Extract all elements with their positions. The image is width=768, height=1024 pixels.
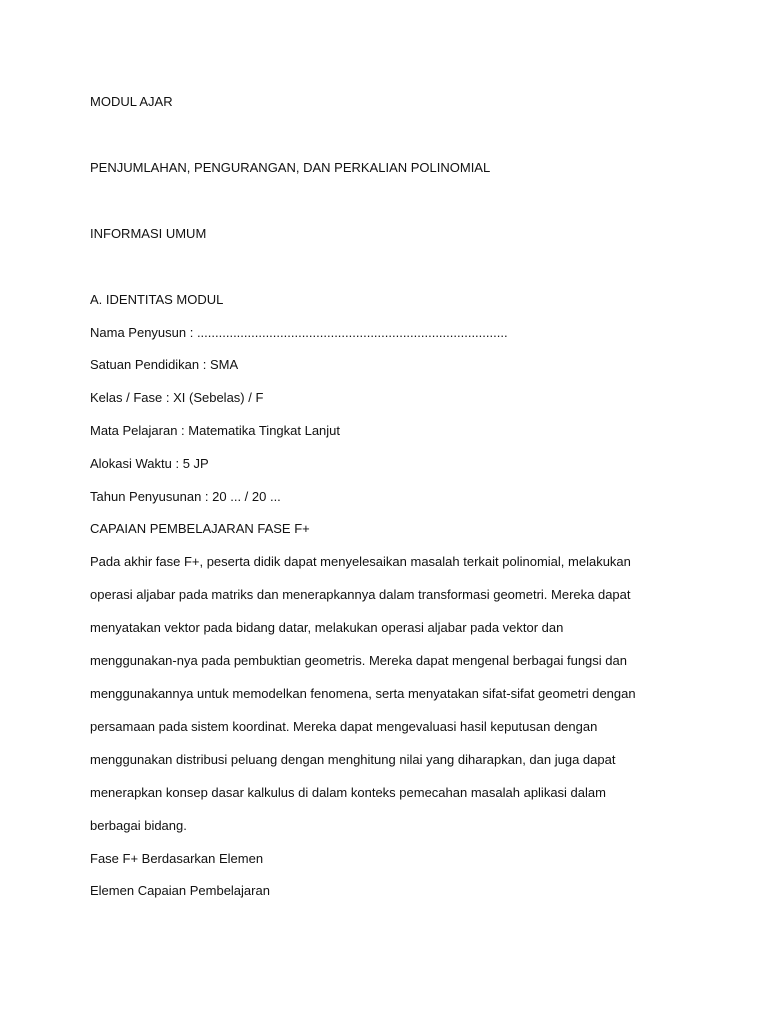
author-line: Nama Penyusun : ......................................................................................	[90, 325, 508, 340]
school-line: Satuan Pendidikan : SMA	[90, 357, 239, 372]
elements-table-header: Elemen Capaian Pembelajaran	[90, 883, 270, 898]
achievement-paragraph-line: menggunakannya untuk memodelkan fenomena, serta menyatakan sifat-sifat geometri dengan	[90, 686, 636, 701]
achievement-paragraph-line: Pada akhir fase F+, peserta didik dapat menyelesaikan masalah terkait polinomial, melakukan	[90, 554, 631, 569]
achievement-heading: CAPAIAN PEMBELAJARAN FASE F+	[90, 521, 310, 536]
module-title: MODUL AJAR	[90, 94, 173, 109]
achievement-paragraph-line: menerapkan konsep dasar kalkulus di dalam konteks pemecahan masalah aplikasi dalam	[90, 785, 606, 800]
year-line: Tahun Penyusunan : 20 ... / 20 ...	[90, 489, 281, 504]
identity-heading: A. IDENTITAS MODUL	[90, 292, 224, 307]
elements-heading: Fase F+ Berdasarkan Elemen	[90, 851, 264, 866]
grade-line: Kelas / Fase : XI (Sebelas) / F	[90, 390, 264, 405]
module-topic: PENJUMLAHAN, PENGURANGAN, DAN PERKALIAN POLINOMIAL	[90, 160, 491, 175]
achievement-paragraph-line: operasi aljabar pada matriks dan menerapkannya dalam transformasi geometri. Mereka dapat	[90, 587, 631, 602]
achievement-paragraph-line: menggunakan-nya pada pembuktian geometris. Mereka dapat mengenal berbagai fungsi dan	[90, 653, 627, 668]
achievement-paragraph-line: persamaan pada sistem koordinat. Mereka dapat mengevaluasi hasil keputusan dengan	[90, 719, 598, 734]
achievement-paragraph-line: menggunakan distribusi peluang dengan menghitung nilai yang diharapkan, dan juga dapat	[90, 752, 616, 767]
time-allocation-line: Alokasi Waktu : 5 JP	[90, 456, 209, 471]
achievement-paragraph-line: berbagai bidang.	[90, 818, 187, 833]
achievement-paragraph-line: menyatakan vektor pada bidang datar, melakukan operasi aljabar pada vektor dan	[90, 620, 564, 635]
general-info-heading: INFORMASI UMUM	[90, 226, 207, 241]
subject-line: Mata Pelajaran : Matematika Tingkat Lanjut	[90, 423, 341, 438]
